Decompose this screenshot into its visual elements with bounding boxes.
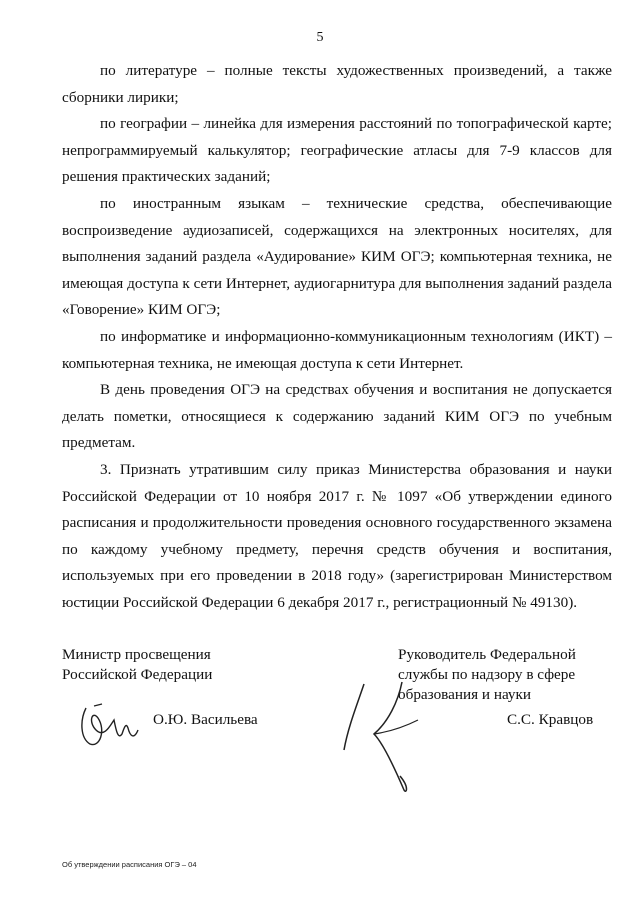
footer-note: Об утверждении расписания ОГЭ – 04 [62, 860, 197, 869]
signatory-left-name: О.Ю. Васильева [153, 711, 258, 728]
signatory-right-title-line3: образования и науки [398, 686, 532, 703]
signatory-left-title [62, 645, 212, 685]
signatory-right-name: С.С. Кравцов [507, 711, 594, 728]
signatory-left-title-line2: Российской Федерации [62, 666, 213, 683]
signature-vasilyeva [76, 700, 144, 752]
paragraph-foreign-languages: по иностранным языкам – технические средства, обеспечивающие воспроизведение аудиозаписей, содержащихся на электронных носителях, для выполнения заданий раздела «Аудирование» КИМ ОГЭ; компьютерная техника, не имеющая доступа к сети Интернет, аудиогарнитура для выполнения заданий раздела «Говорение» КИМ ОГЭ; [62, 194, 612, 319]
paragraph-informatics: по информатике и информационно-коммуникационным технологиям (ИКТ) – компьютерная техника, не имеющая доступа к сети Интернет. [62, 327, 612, 372]
signatory-right-title-line1: Руководитель Федеральной [398, 646, 576, 663]
document-body [62, 58, 612, 616]
page-number: 5 [316, 30, 324, 45]
signature-kravtsov [330, 672, 440, 797]
signatory-left-title-line1: Министр просвещения [62, 646, 211, 663]
paragraph-repeal-order: 3. Признать утратившим силу приказ Министерства образования и науки Российской Федерации от 10 ноября 2017 г. № 1097 «Об утверждении единого расписания и продолжительности проведения основного государственного экзамена по каждому учебному предмету, перечня средств обучения и воспитания, используемых при его проведении в 2018 году» (зарегистрирован Министерством юстиции Российской Федерации 6 декабря 2017 г., регистрационный № 49130). [62, 460, 612, 611]
paragraph-geography: по географии – линейка для измерения расстояний по топографической карте; непрограммируемый калькулятор; географические атласы для 7-9 классов для решения практических заданий; [62, 115, 612, 186]
signatory-right-title-line2: службы по надзору в сфере [398, 666, 576, 683]
paragraph-exam-day: В день проведения ОГЭ на средствах обучения и воспитания не допускается делать пометки, относящиеся к содержанию заданий КИМ ОГЭ по учебным предметам. [62, 381, 612, 452]
paragraph-literature: по литературе – полные тексты художественных произведений, а также сборники лирики; [62, 62, 612, 106]
